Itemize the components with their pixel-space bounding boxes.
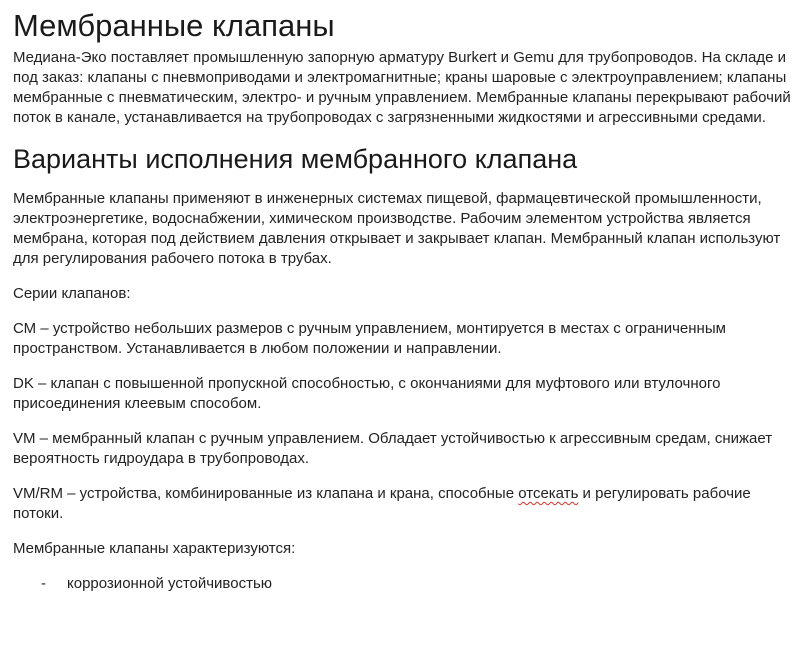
series-cm-paragraph: СМ – устройство небольших размеров с ручным управлением, монтируется в местах с ограниченным пространством. Устанавливается в любом положении и направлении.: [13, 320, 726, 357]
series-label: Серии клапанов:: [13, 285, 131, 302]
series-dk-paragraph: DK – клапан с повышенной пропускной способностью, с окончаниями для муфтового или втулочного присоединения клеевым способом.: [13, 375, 721, 412]
list-bullet: -: [41, 575, 46, 592]
series-vm-paragraph: VM – мембранный клапан с ручным управлением. Обладает устойчивостью к агрессивным средам, снижает вероятность гидроудара в трубопроводах.: [13, 430, 773, 467]
features-label: Мембранные клапаны характеризуются:: [13, 540, 296, 557]
series-vmrm-text-start: VM/RM – устройства, комбинированные из клапана и крана, способные: [13, 485, 519, 502]
section-paragraph: Мембранные клапаны применяют в инженерных системах пищевой, фармацевтической промышленности, электроэнергетике, водоснабжении, химическом производстве. Рабочим элементом устройства является мембрана, которая под действием давления открывает и закрывает клапан. Мембранный клапан используют для регулирования рабочего потока в трубах.: [13, 190, 781, 267]
misspelled-word[interactable]: отсекать: [518, 485, 579, 502]
section-title: Варианты исполнения мембранного клапана: [13, 144, 578, 174]
intro-paragraph: Медиана-Эко поставляет промышленную запорную арматуру Burkert и Gemu для трубопроводов. На складе и под заказ: клапаны с пневмоприводами и электромагнитные; краны шаровые с электроуправлением; клапаны мембранные с пневматическим, электро- и ручным управлением. Мембранные клапаны перекрывают рабочий поток в канале, устанавливается на трубопроводах с загрязненными жидкостями и агрессивными средами.: [13, 49, 791, 126]
page-title: Мембранные клапаны: [13, 8, 335, 43]
document-page: [13, 0, 795, 594]
list-item: [13, 574, 795, 594]
features-list: [13, 574, 795, 594]
series-vmrm-paragraph: [13, 484, 795, 524]
series-vmrm-text-end: и регулировать рабочие потоки.: [13, 485, 751, 522]
list-item-text: коррозионной устойчивостью: [67, 575, 273, 592]
